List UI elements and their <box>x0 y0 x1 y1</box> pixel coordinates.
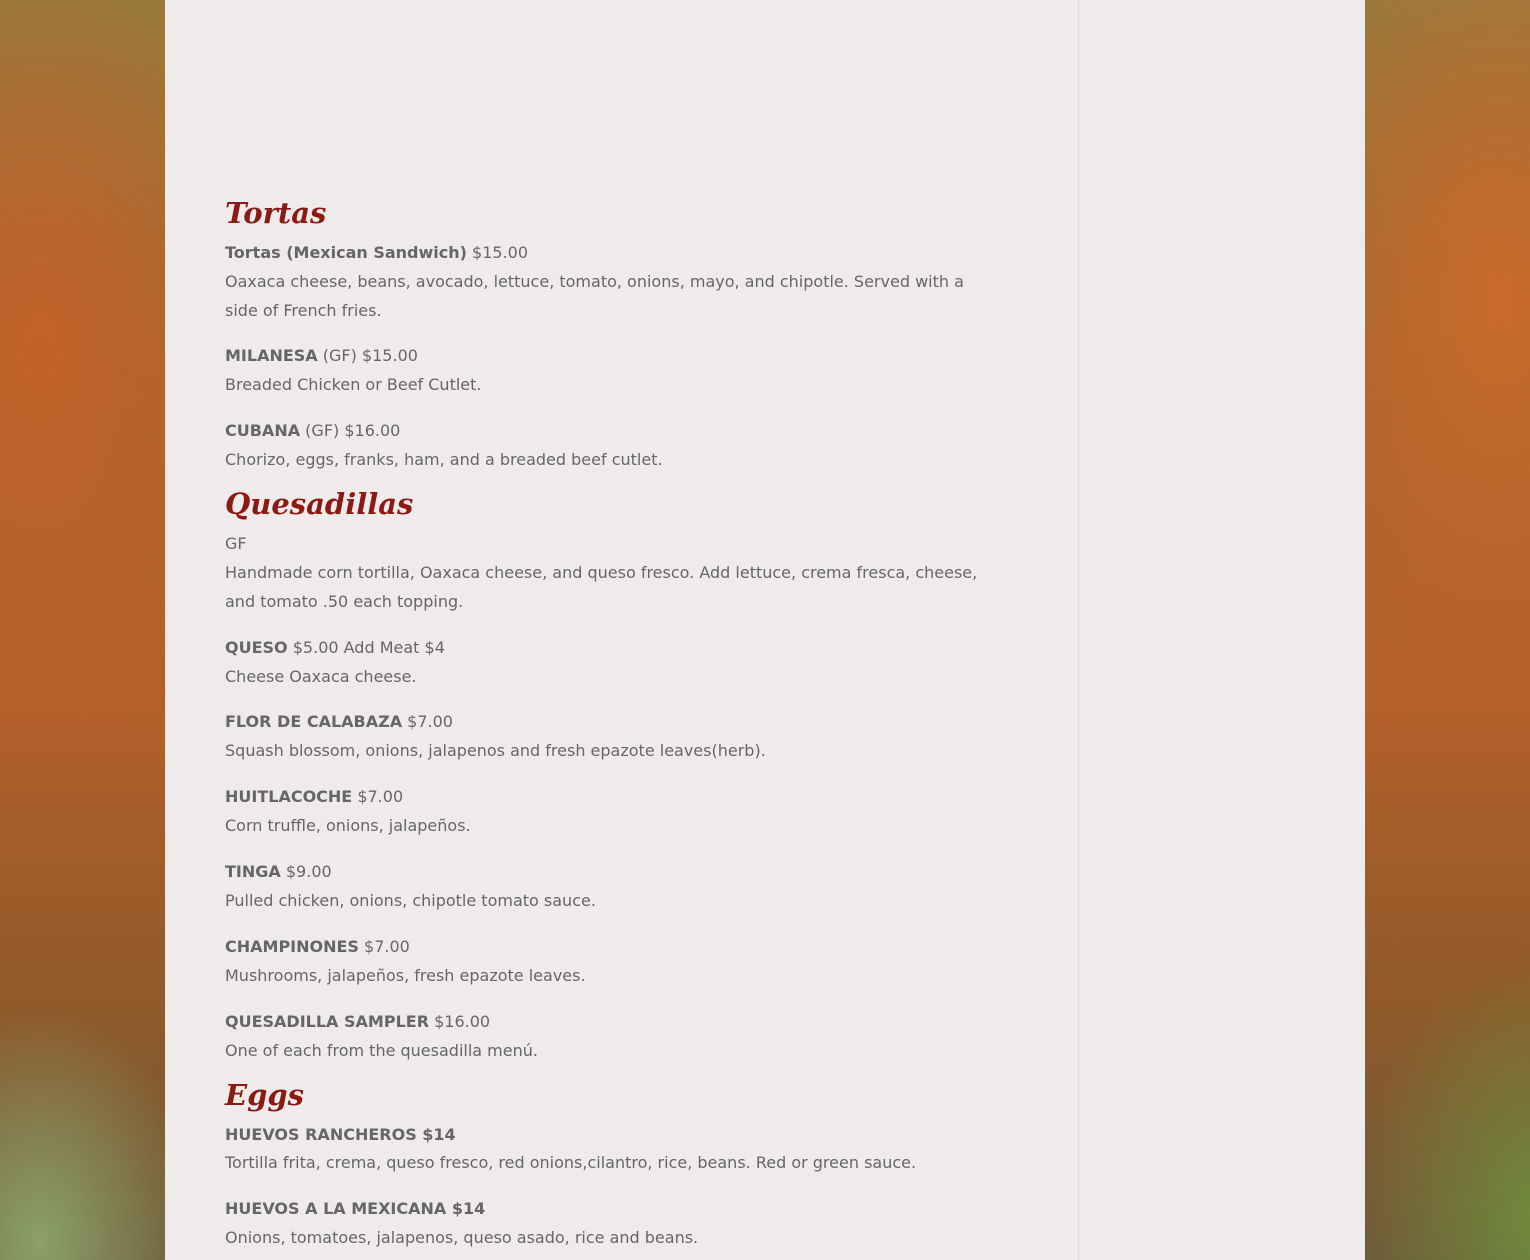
menu-item-title <box>225 341 418 370</box>
menu-item-price: (GF) $16.00 <box>300 421 401 440</box>
menu-item-description: Chorizo, eggs, franks, ham, and a breaded beef cutlet. <box>225 450 663 469</box>
menu-item-description: Breaded Chicken or Beef Cutlet. <box>225 375 482 394</box>
menu-item-name: MILANESA <box>225 346 318 365</box>
sidebar-divider <box>1078 0 1079 1260</box>
section-note: GF <box>225 534 247 553</box>
menu-item-description: Squash blossom, onions, jalapenos and fresh epazote leaves(herb). <box>225 741 766 760</box>
menu-item-name: HUEVOS A LA MEXICANA $14 <box>225 1199 486 1218</box>
menu-item-description: Tortilla frita, crema, queso fresco, red onions,cilantro, rice, beans. Red or green sauce. <box>225 1153 917 1172</box>
menu-item-price: (GF) $15.00 <box>317 346 418 365</box>
section-title-quesadillas: Quesadillas <box>225 487 414 521</box>
menu-item-description: Pulled chicken, onions, chipotle tomato sauce. <box>225 891 596 910</box>
menu-item-description: Corn truffle, onions, jalapeños. <box>225 816 471 835</box>
menu-item-title <box>225 932 410 961</box>
menu-item-title <box>225 857 332 886</box>
menu-item-name: QUESADILLA SAMPLER <box>225 1012 430 1031</box>
menu-item-name: FLOR DE CALABAZA <box>225 712 403 731</box>
menu-page <box>165 0 1365 1260</box>
menu-item-name: HUEVOS RANCHEROS $14 <box>225 1125 456 1144</box>
menu-item-title <box>225 416 400 445</box>
menu-item-title <box>225 707 453 736</box>
menu-item-price: $15.00 <box>466 243 529 262</box>
menu-item-name: Tortas (Mexican Sandwich) <box>225 243 467 262</box>
section-title-tortas: Tortas <box>225 196 327 230</box>
menu-item-name: CHAMPINONES <box>225 937 359 956</box>
menu-item-description: Cheese Oaxaca cheese. <box>225 667 417 686</box>
menu-item-description: Oaxaca cheese, beans, avocado, lettuce, tomato, onions, mayo, and chipotle. Served with a side of French fries. <box>225 272 964 320</box>
menu-item-name: QUESO <box>225 638 288 657</box>
menu-item-title <box>225 238 528 267</box>
menu-item-name: CUBANA <box>225 421 301 440</box>
menu-item-name: TINGA <box>225 862 281 881</box>
menu-item-title <box>225 782 403 811</box>
menu-item-description: One of each from the quesadilla menú. <box>225 1041 538 1060</box>
menu-item-title <box>225 1194 485 1223</box>
menu-item-price: $7.00 <box>402 712 453 731</box>
menu-item-price: $7.00 <box>358 937 410 956</box>
menu-item-title <box>225 1120 456 1149</box>
menu-item-description: Mushrooms, jalapeños, fresh epazote leaves. <box>225 966 586 985</box>
menu-item-price: $16.00 <box>429 1012 491 1031</box>
menu-item-title <box>225 633 445 662</box>
menu-item-description: Onions, tomatoes, jalapenos, queso asado, rice and beans. <box>225 1228 699 1247</box>
menu-item-name: HUITLACOCHE <box>225 787 353 806</box>
menu-item-price: $9.00 <box>280 862 332 881</box>
section-title-eggs: Eggs <box>225 1078 304 1112</box>
section-intro: Handmade corn tortilla, Oaxaca cheese, and queso fresco. Add lettuce, crema fresca, cheese, and tomato .50 each topping. <box>225 563 978 611</box>
menu-item-title <box>225 1007 490 1036</box>
menu-item-price: $7.00 <box>352 787 404 806</box>
menu-item-price: $5.00 Add Meat $4 <box>287 638 445 657</box>
